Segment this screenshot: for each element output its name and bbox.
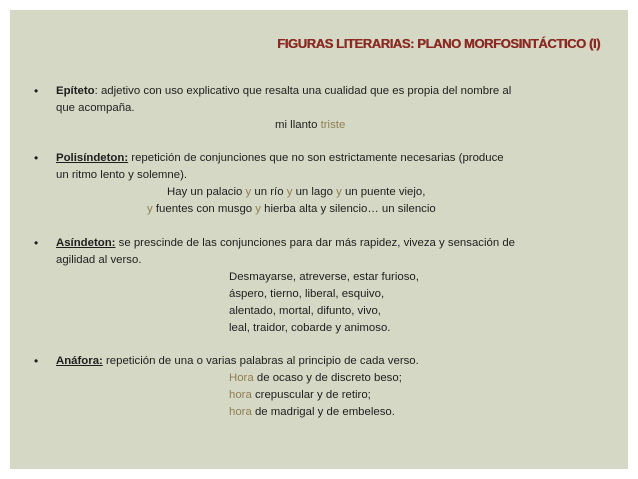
asindeton-verse-3: alentado, mortal, difunto, vivo, — [229, 305, 381, 317]
epiteto-sep: : — [94, 85, 98, 97]
verse-text: de madrigal y de embeleso. — [251, 406, 395, 418]
epiteto-desc-1: adjetivo con uso explicativo que resalta una cualidad que es propia del nombre al — [97, 85, 512, 97]
anafora-line-1 — [56, 353, 419, 370]
example-text: Hay un palacio — [167, 186, 246, 198]
anaphora-word: hora — [229, 389, 252, 401]
conjunction-y: y — [255, 203, 261, 215]
example-text: un puente viejo, — [341, 186, 426, 198]
conjunction-y: y — [336, 186, 342, 198]
epiteto-desc-2: que acompaña. — [56, 102, 135, 114]
polisindeton-example-2 — [147, 201, 436, 218]
example-text: fuentes con musgo — [152, 203, 256, 215]
term-anafora: Anáfora: — [56, 355, 103, 367]
conjunction-y: y — [147, 203, 153, 215]
epiteto-example — [275, 117, 345, 134]
bullet-1: • — [34, 84, 39, 98]
asindeton-verse-4: leal, traidor, cobarde y animoso. — [229, 322, 391, 334]
epiteto-example-highlight: triste — [320, 119, 346, 131]
asindeton-verse-2: áspero, tierno, liberal, esquivo, — [229, 288, 385, 300]
anaphora-word: hora — [229, 406, 252, 418]
conjunction-y: y — [286, 186, 293, 198]
polisindeton-desc-1: repetición de conjunciones que no son estrictamente necesarias (produce — [128, 152, 504, 164]
polisindeton-desc-2: un ritmo lento y solemne). — [56, 169, 188, 181]
anafora-verse-2 — [229, 387, 371, 404]
bullet-3: • — [34, 236, 39, 250]
term-epiteto: Epíteto — [56, 85, 95, 97]
example-text: hierba alta y silencio… un silencio — [260, 203, 436, 215]
anafora-desc-1: repetición de una o varias palabras al principio de cada verso. — [102, 355, 419, 367]
asindeton-desc-1: se prescinde de las conjunciones para dar más rapidez, viveza y sensación de — [115, 237, 516, 249]
slide-title: FIGURAS LITERARIAS: PLANO MORFOSINTÁCTICO (I) — [277, 36, 600, 51]
conjunction-y: y — [245, 186, 252, 198]
anaphora-word: Hora — [229, 372, 254, 384]
bullet-2: • — [34, 151, 39, 165]
anafora-verse-1 — [229, 370, 402, 387]
verse-text: de ocaso y de discreto beso; — [253, 372, 402, 384]
anafora-verse-3 — [229, 404, 395, 421]
asindeton-line-1 — [56, 235, 515, 252]
epiteto-example-text: mi llanto — [275, 119, 321, 131]
polisindeton-example-1 — [167, 184, 425, 201]
term-polisindeton: Polisíndeton: — [56, 152, 129, 164]
asindeton-verse-1: Desmayarse, atreverse, estar furioso, — [229, 271, 419, 283]
example-text: un lago — [292, 186, 337, 198]
bullet-4: • — [34, 354, 39, 368]
epiteto-line-1 — [56, 83, 511, 100]
verse-text: crepuscular y de retiro; — [251, 389, 371, 401]
example-text: un río — [251, 186, 287, 198]
asindeton-desc-2: agilidad al verso. — [56, 254, 142, 266]
polisindeton-line-1 — [56, 150, 504, 167]
term-asindeton: Asíndeton: — [56, 237, 116, 249]
